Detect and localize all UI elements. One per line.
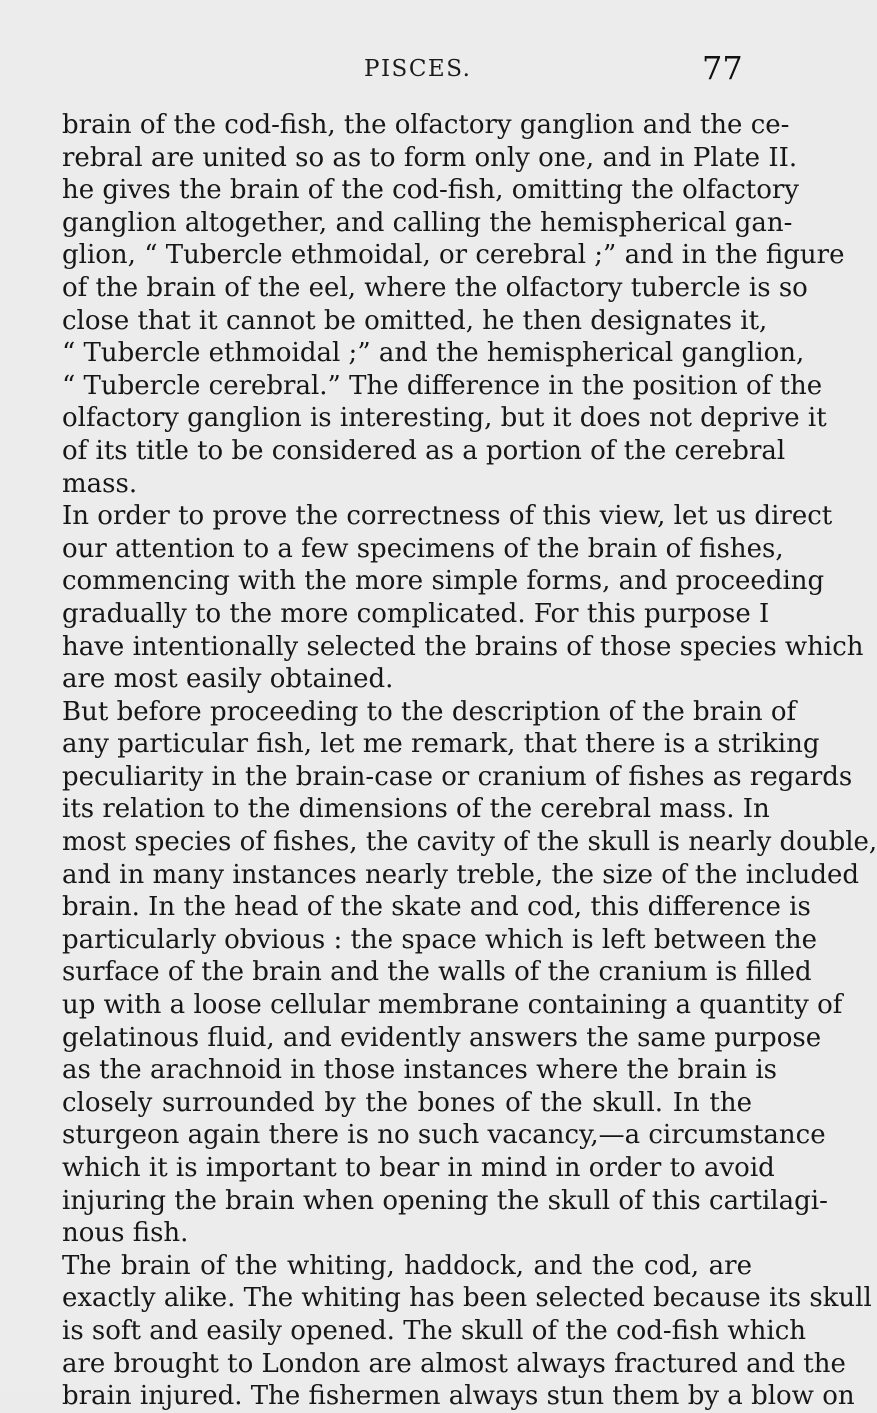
text-line: of the brain of the eel, where the olfactory tubercle is so	[62, 272, 808, 303]
text-line: ganglion altogether, and calling the hemispherical gan-	[62, 207, 793, 238]
text-line: exactly alike. The whiting has been selected because its skull	[62, 1283, 872, 1314]
text-line: But before proceeding to the description of the brain of	[62, 696, 797, 727]
text-line: he gives the brain of the cod-fish, omitting the olfactory	[62, 175, 799, 206]
text-line: particularly obvious : the space which is left between the	[62, 924, 817, 955]
text-line: as the arachnoid in those instances where the brain is	[62, 1055, 777, 1086]
text-line: which it is important to bear in mind in order to avoid	[62, 1153, 775, 1183]
text-line: of its title to be considered as a portion of the cerebral	[62, 435, 786, 466]
text-line: The brain of the whiting, haddock, and the cod, are	[62, 1250, 752, 1281]
text-line: our attention to a few specimens of the brain of fishes,	[62, 533, 784, 564]
text-line: In order to prove the correctness of this view, let us direct	[62, 501, 833, 532]
text-line: up with a loose cellular membrane containing a quantity of	[62, 990, 843, 1021]
text-line: gelatinous fluid, and evidently answers the same purpose	[62, 1022, 822, 1053]
text-line: commencing with the more simple forms, and proceeding	[62, 566, 825, 597]
text-line: surface of the brain and the walls of the cranium is filled	[62, 957, 812, 988]
text-line: is soft and easily opened. The skull of the cod-fish which	[62, 1315, 807, 1346]
text-line: “ Tubercle ethmoidal ;” and the hemispherical ganglion,	[62, 338, 805, 369]
running-head: PISCES.	[364, 56, 472, 82]
text-line: closely surrounded by the bones of the skull. In the	[62, 1087, 752, 1118]
text-line: peculiarity in the brain-case or cranium of fishes as regards	[62, 761, 853, 792]
text-line: injuring the brain when opening the skull of this cartilagi-	[62, 1185, 828, 1216]
text-line: olfactory ganglion is interesting, but it does not deprive it	[62, 403, 827, 434]
text-line: sturgeon again there is no such vacancy,—a circumstance	[62, 1120, 826, 1151]
text-line: any particular fish, let me remark, that there is a striking	[62, 729, 820, 760]
text-line: nous fish.	[62, 1218, 189, 1249]
text-line: brain injured. The fishermen always stun them by a blow on	[62, 1381, 855, 1412]
text-line: close that it cannot be omitted, he then designates it,	[62, 305, 768, 336]
body-text	[62, 109, 877, 1413]
page-header	[0, 49, 800, 92]
text-line: and in many instances nearly treble, the size of the included	[62, 859, 860, 890]
text-line: glion, “ Tubercle ethmoidal, or cerebral ;” and in the figure	[62, 240, 845, 271]
text-line: “ Tubercle cerebral.” The difference in the position of the	[62, 370, 823, 401]
text-line: brain. In the head of the skate and cod, this difference is	[62, 892, 811, 923]
text-line: most species of fishes, the cavity of the skull is nearly double,	[62, 827, 877, 858]
text-line: are brought to London are almost always fractured and the	[62, 1348, 846, 1379]
text-line: mass.	[62, 468, 138, 499]
text-line: gradually to the more complicated. For this purpose I	[62, 598, 770, 629]
text-line: have intentionally selected the brains of those species which	[62, 631, 864, 662]
page-number: 77	[702, 49, 743, 87]
text-line: its relation to the dimensions of the cerebral mass. In	[62, 794, 770, 825]
text-line: are most easily obtained.	[62, 664, 394, 695]
text-line: rebral are united so as to form only one, and in Plate II.	[62, 142, 798, 173]
text-line: brain of the cod-fish, the olfactory ganglion and the ce-	[62, 110, 790, 140]
